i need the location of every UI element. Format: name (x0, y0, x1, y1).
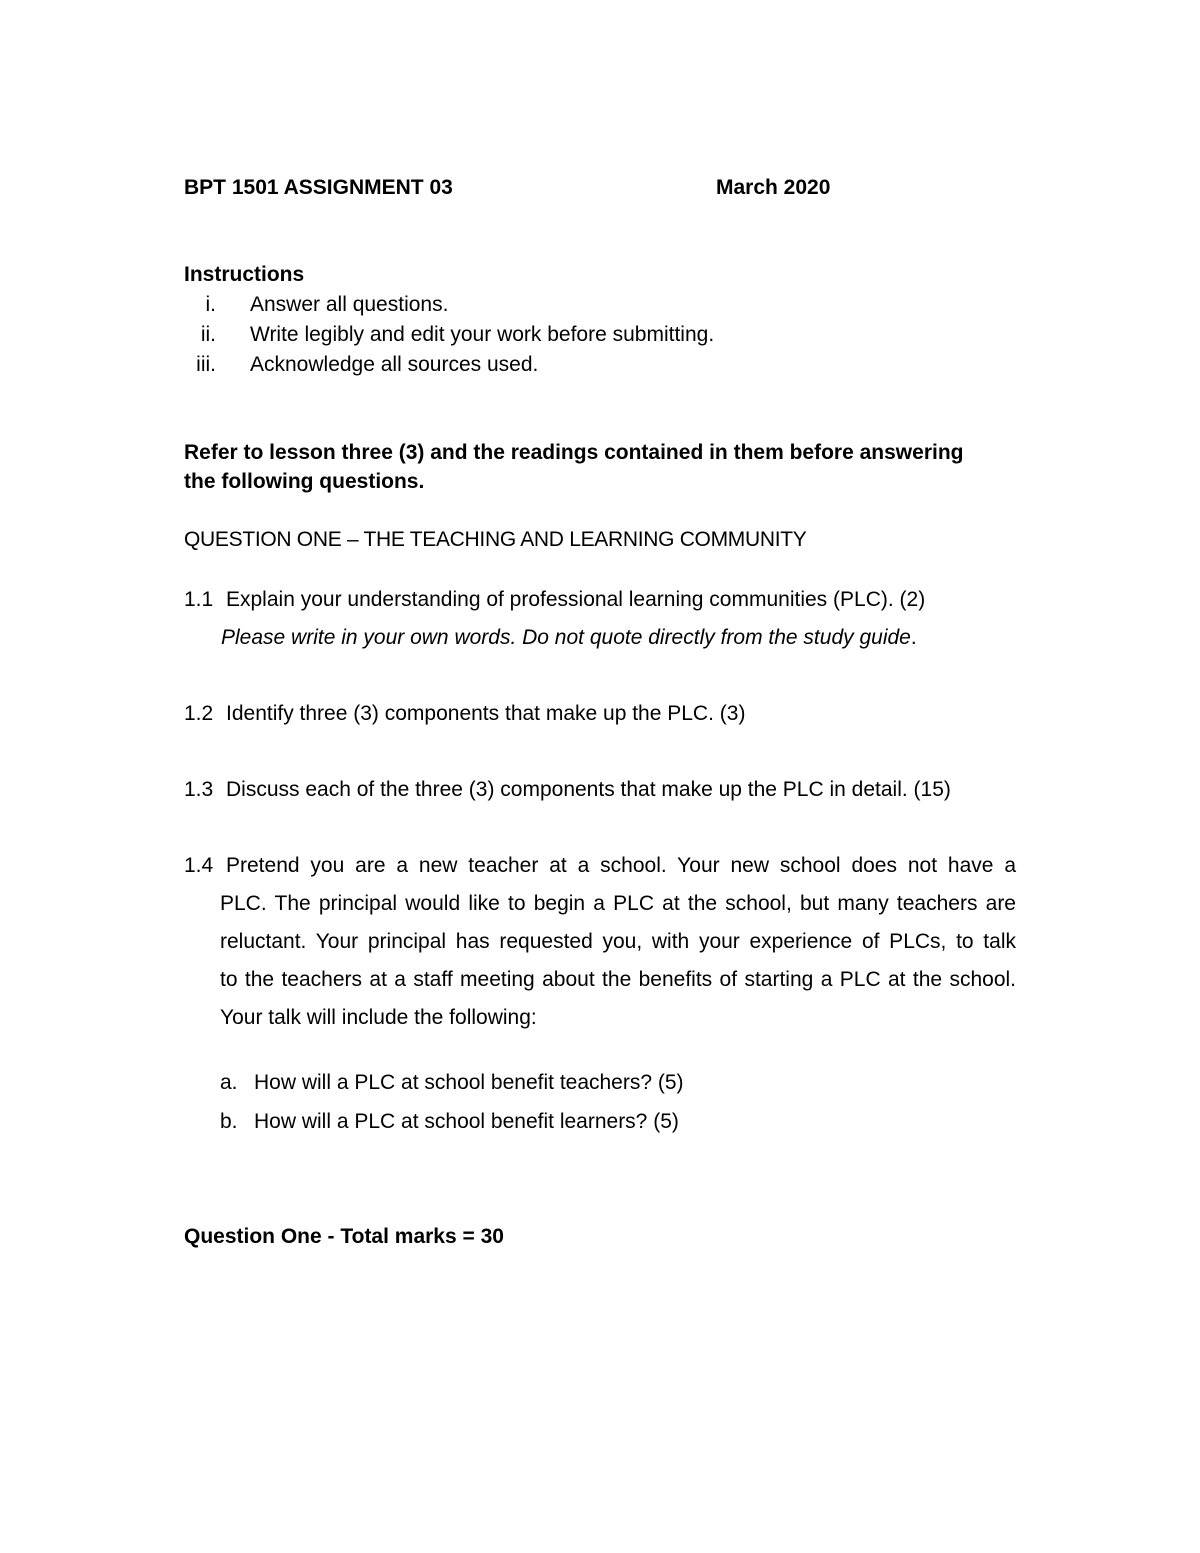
question-one-heading: QUESTION ONE – THE TEACHING AND LEARNING COMMUNITY (184, 528, 807, 551)
q1-4-number: 1.4 (184, 854, 214, 877)
q1-4-line-5: Your talk will include the following: (220, 1006, 537, 1029)
q1-3-number: 1.3 (184, 778, 214, 801)
q1-1-note (221, 625, 917, 650)
question-one-total: Question One - Total marks = 30 (184, 1225, 504, 1248)
q1-2-number: 1.2 (184, 702, 214, 725)
q1-1-note-italic: Please write in your own words. Do not quote directly from the study guide (221, 626, 911, 649)
q1-4-sub-marker-a: a. (220, 1071, 238, 1094)
q1-4-sub-marker-b: b. (220, 1110, 238, 1133)
instruction-item-1: Answer all questions. (250, 293, 449, 316)
q1-4-line-4: to the teachers at a staff meeting about the benefits of starting a PLC at the school. (220, 968, 1016, 991)
instruction-marker-1: i. (205, 293, 216, 316)
instructions-heading: Instructions (184, 263, 305, 286)
q1-3-text: Discuss each of the three (3) components that make up the PLC in detail. (15) (226, 778, 951, 801)
q1-4-sub-item-b: How will a PLC at school benefit learners? (5) (254, 1110, 679, 1133)
q1-4-line-1: Pretend you are a new teacher at a school. Your new school does not have a (226, 854, 1016, 877)
instruction-marker-3: iii. (196, 353, 216, 376)
instruction-item-3: Acknowledge all sources used. (250, 353, 539, 376)
q1-4-line-3: reluctant. Your principal has requested you, with your experience of PLCs, to talk (220, 930, 1016, 953)
q1-4-line-2: PLC. The principal would like to begin a PLC at the school, but many teachers are (220, 892, 1016, 915)
assignment-title: BPT 1501 ASSIGNMENT 03 (184, 176, 453, 199)
q1-1-note-end: . (910, 626, 917, 649)
instruction-marker-2: ii. (200, 323, 216, 346)
instruction-item-2: Write legibly and edit your work before submitting. (250, 323, 715, 346)
q1-2-text: Identify three (3) components that make up the PLC. (3) (226, 702, 746, 725)
q1-1-text: Explain your understanding of professional learning communities (PLC). (2) (226, 588, 926, 611)
intro-line-2: the following questions. (184, 470, 425, 493)
q1-4-sub-item-a: How will a PLC at school benefit teachers? (5) (254, 1071, 684, 1094)
assignment-date: March 2020 (716, 176, 831, 199)
q1-1-number: 1.1 (184, 588, 214, 611)
intro-line-1: Refer to lesson three (3) and the readings contained in them before answering (184, 441, 964, 464)
